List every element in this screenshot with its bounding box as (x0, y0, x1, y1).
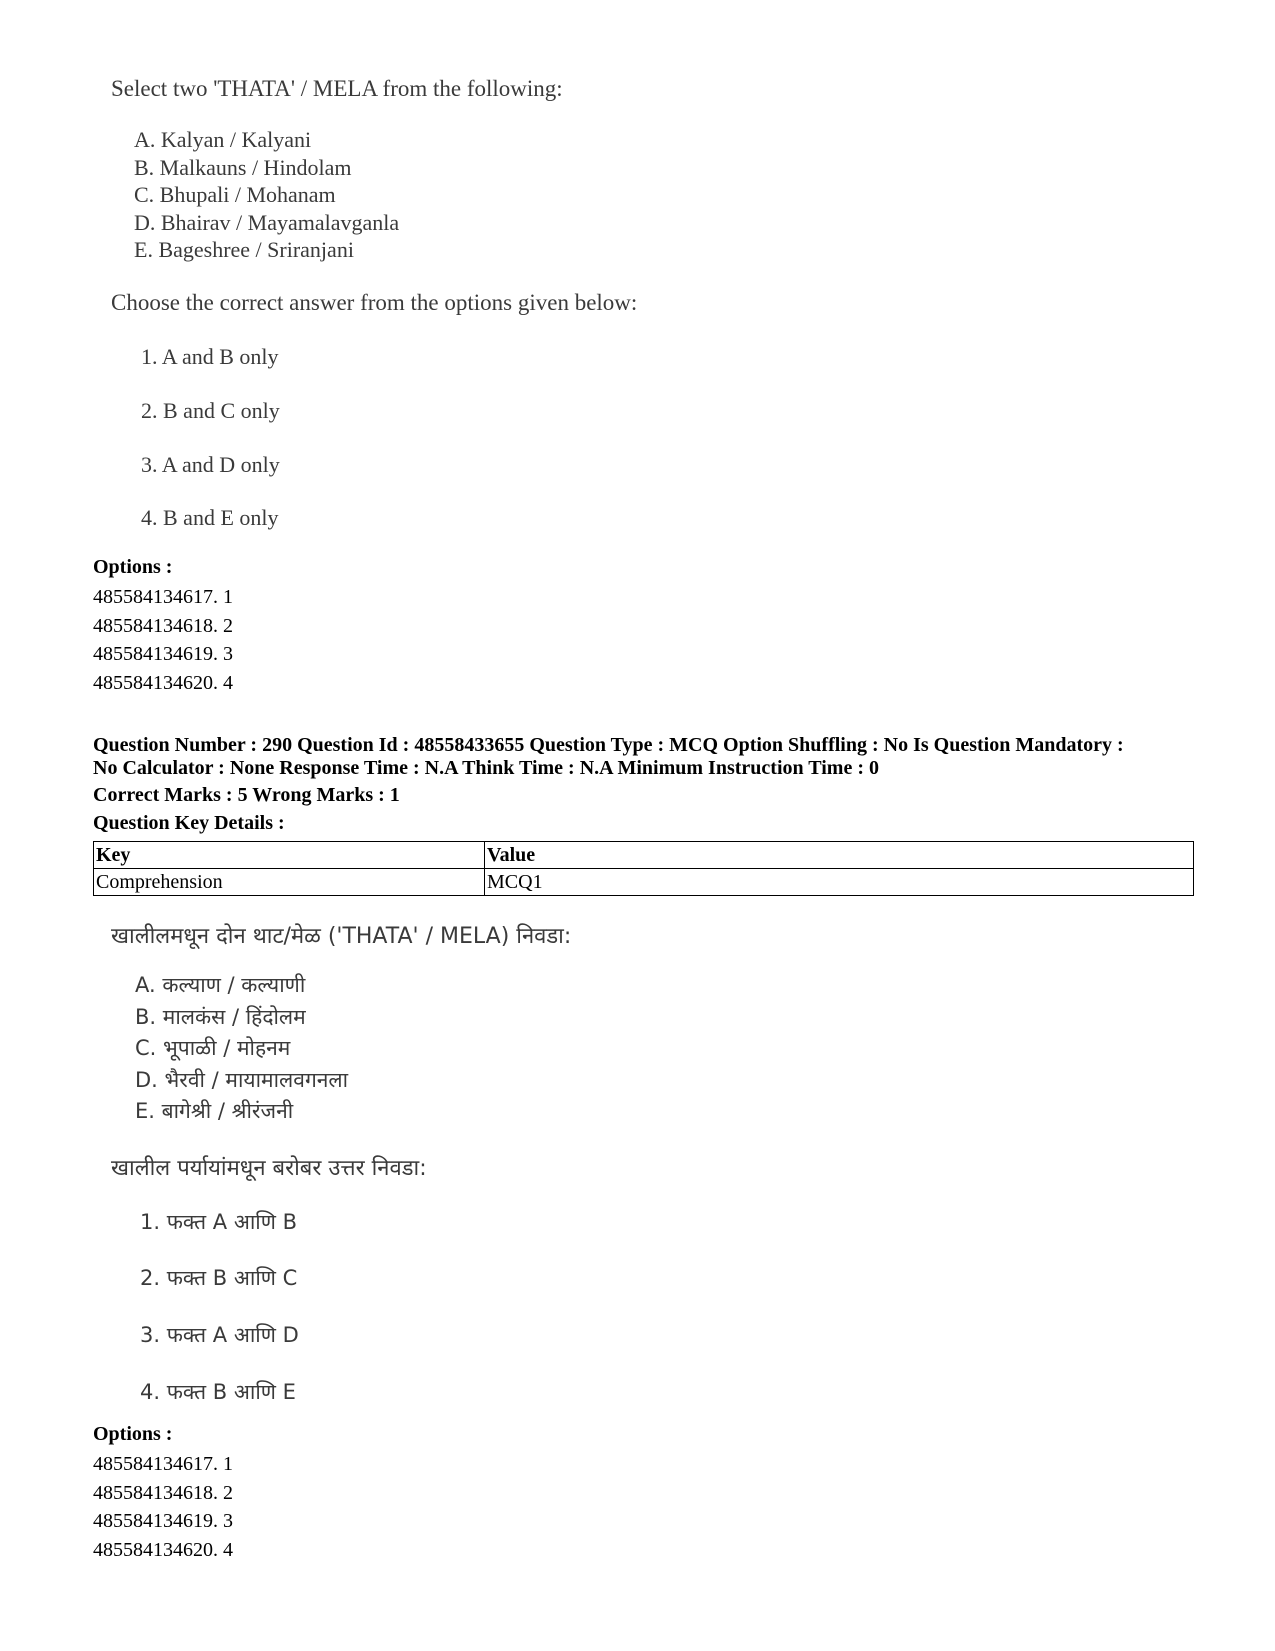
marks-line: Correct Marks : 5 Wrong Marks : 1 (93, 784, 400, 806)
question-meta (93, 734, 1124, 780)
option-line: 485584134620. 4 (93, 1538, 233, 1561)
list-item: A. कल्याण / कल्याणी (135, 973, 306, 997)
list-item: C. भूपाळी / मोहनम (135, 1036, 291, 1060)
option-line: 485584134618. 2 (93, 1481, 233, 1504)
question-items (135, 970, 348, 1128)
options-list (93, 583, 233, 697)
answer-choice: 4. फक्त B आणि E (140, 1380, 296, 1404)
list-item: B. Malkauns / Hindolam (134, 154, 352, 180)
table-header-cell: Value (485, 842, 1194, 869)
answer-choice: 2. B and C only (141, 398, 280, 423)
meta-line: No Calculator : None Response Time : N.A Think Time : N.A Minimum Instruction Time : 0 (93, 757, 879, 779)
option-line: 485584134619. 3 (93, 1510, 233, 1532)
answer-choice: 2. फक्त B आणि C (140, 1266, 298, 1290)
options-heading: Options : (93, 1423, 173, 1445)
option-line: 485584134617. 1 (93, 1453, 233, 1475)
table-row (94, 869, 1194, 896)
question-prompt: खालीलमधून दोन थाट/मेळ ('THATA' / MELA) निवडा: (111, 924, 572, 949)
option-line: 485584134620. 4 (93, 671, 233, 694)
answer-choice: 3. A and D only (141, 452, 280, 477)
option-line: 485584134617. 1 (93, 586, 233, 608)
answer-choice: 1. फक्त A आणि B (140, 1210, 298, 1234)
option-line: 485584134618. 2 (93, 614, 233, 637)
answer-choice: 4. B and E only (141, 505, 279, 530)
table-cell: MCQ1 (485, 869, 1194, 896)
list-item: E. Bageshree / Sriranjani (134, 237, 354, 262)
answer-choice: 1. A and B only (141, 344, 279, 369)
question-items (134, 126, 399, 264)
options-heading: Options : (93, 556, 173, 578)
list-item: E. बागेश्री / श्रीरंजनी (135, 1099, 294, 1123)
key-details-heading: Question Key Details : (93, 812, 285, 834)
list-item: B. मालकंस / हिंदोलम (135, 1004, 306, 1029)
table-cell: Comprehension (94, 869, 485, 896)
table-header-cell: Key (94, 842, 485, 869)
list-item: D. भैरवी / मायामालवगनला (135, 1067, 349, 1092)
question-instruction: खालील पर्यायांमधून बरोबर उत्तर निवडा: (111, 1156, 427, 1181)
list-item: C. Bhupali / Mohanam (134, 182, 336, 207)
list-item: D. Bhairav / Mayamalavganla (134, 209, 400, 235)
question-prompt: Select two 'THATA' / MELA from the following: (111, 76, 563, 101)
options-list (93, 1450, 233, 1564)
option-line: 485584134619. 3 (93, 643, 233, 665)
question-instruction: Choose the correct answer from the options given below: (111, 290, 638, 315)
list-item: A. Kalyan / Kalyani (134, 127, 312, 152)
answer-choice: 3. फक्त A आणि D (140, 1323, 299, 1347)
meta-line: Question Number : 290 Question Id : 48558433655 Question Type : MCQ Option Shuffling : No Is Question Mandatory : (93, 734, 1124, 756)
table-header-row (94, 842, 1194, 869)
key-details-table (93, 841, 1194, 896)
